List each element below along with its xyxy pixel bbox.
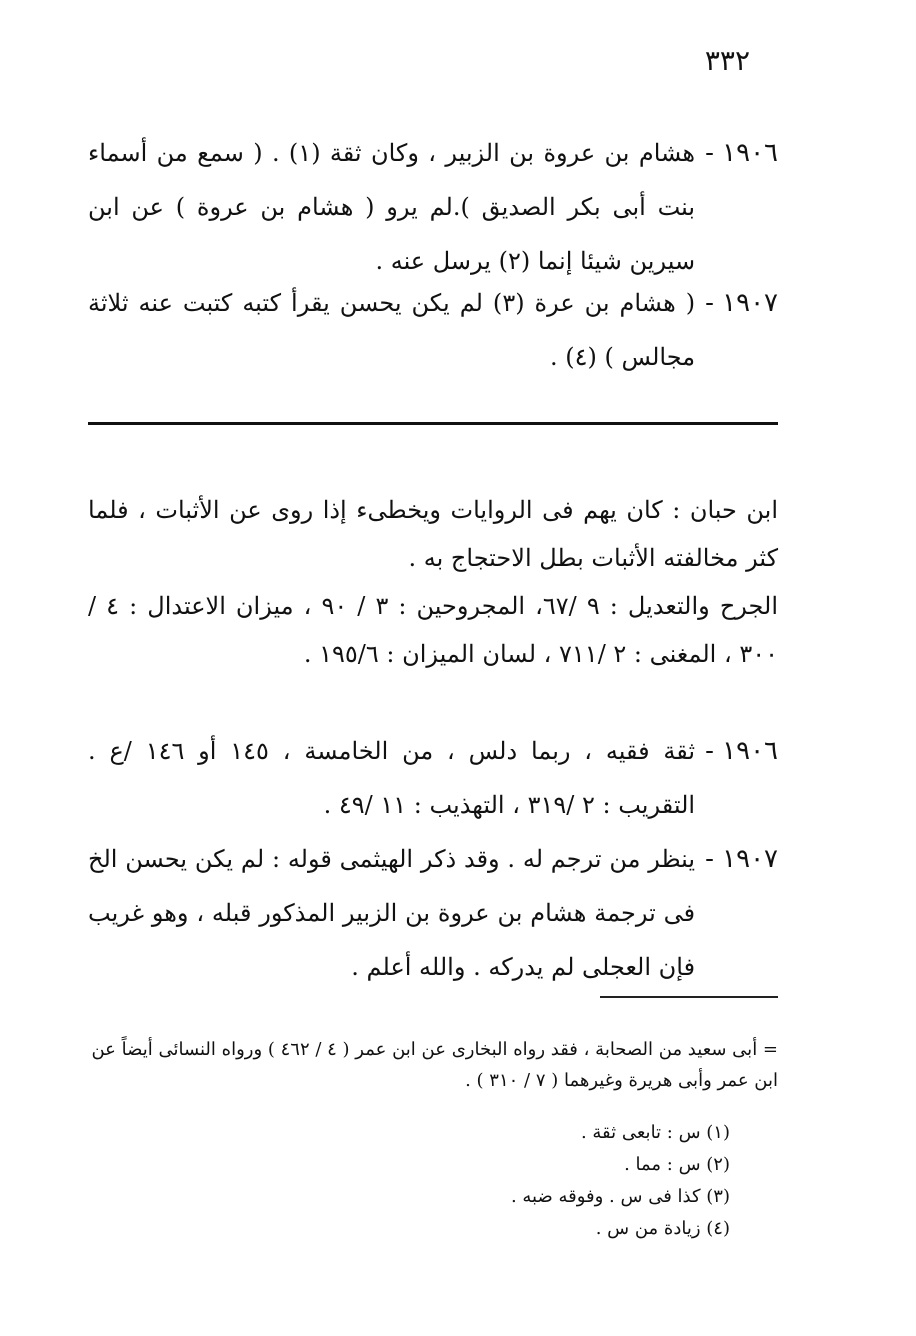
footnote-1: (١) س : تابعى ثقة .	[580, 1122, 730, 1143]
footnote-divider	[600, 996, 778, 998]
note-paragraph: ابن حبان : كان يهم فى الروايات ويخطىء إذا روى عن الأثبات ، فلما كثر مخالفته الأثبات بطل الاحتجاج به .	[88, 496, 778, 572]
note-references: الجرح والتعديل : ٩ /٦٧، المجروحين : ٣ / ٩٠ ، ميزان الاعتدال : ٤ / ٣٠٠ ، المغنى : ٢ /٧١١ ، لسان الميزان : ١٩٥/٦ .	[88, 592, 779, 668]
entry-text: ( هشام بن عرة (٣) لم يكن يحسن يقرأ كتبه كتبت عنه ثلاثة مجالس ) (٤) .	[88, 289, 696, 371]
note-1907	[88, 832, 778, 994]
note-text: ينظر من ترجم له . وقد ذكر الهيثمى قوله : لم يكن يحسن الخ فى ترجمة هشام بن عروة بن الزبير المذكور قبله ، وهو غريب فإن العجلى لم يدركه . والله أعلم .	[88, 845, 696, 981]
section-divider	[88, 422, 778, 425]
footnote-4: (٤) زيادة من س .	[595, 1218, 730, 1239]
continuation-note: = أبى سعيد من الصحابة ، فقد رواه البخارى عن ابن عمر ( ٤ / ٤٦٢ ) ورواه النسائى أيضاً عن ابن عمر وأبى هريرة وغيرهما ( ٧ / ٣١٠ ) .	[91, 1039, 778, 1091]
entry-number: ١٩٠٦ -	[705, 138, 778, 168]
entry-text: هشام بن عروة بن الزبير ، وكان ثقة (١) . ( سمع من أسماء بنت أبى بكر الصديق ).لم يرو ( هشام بن عروة ) عن ابن سيرين شيئا إنما (٢) يرسل عنه .	[88, 139, 696, 275]
note-text: ثقة فقيه ، ربما دلس ، من الخامسة ، ١٤٥ أو ١٤٦ /ع . التقريب : ٢ /٣١٩ ، التهذيب : ١١ /٤٩ .	[88, 737, 696, 819]
note-number: ١٩٠٧ -	[705, 844, 778, 874]
note-1906	[88, 724, 778, 832]
entry-1906	[88, 126, 778, 288]
footnote-3: (٣) كذا فى س . وفوقه ضبه .	[510, 1186, 730, 1207]
note-number: ١٩٠٦ -	[705, 736, 778, 766]
footnote-2: (٢) س : مما .	[624, 1154, 730, 1175]
page-number: ٣٣٢	[704, 44, 750, 77]
entry-1907	[88, 276, 778, 384]
entry-number: ١٩٠٧ -	[705, 288, 778, 318]
